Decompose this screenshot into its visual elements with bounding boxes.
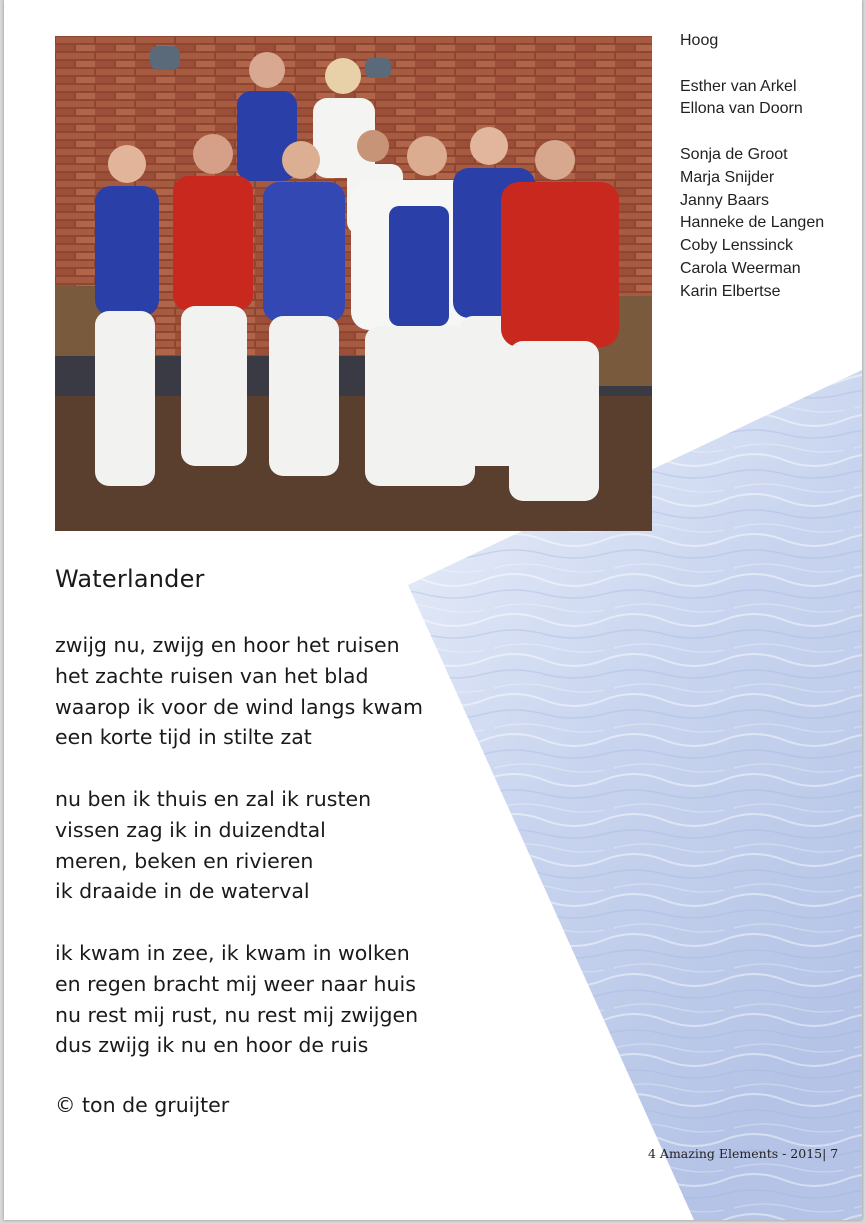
cast-list bbox=[680, 30, 860, 326]
poem-body bbox=[55, 630, 475, 1092]
cast-heading: Hoog bbox=[680, 32, 719, 49]
cast-name: Carola Weerman bbox=[680, 259, 801, 277]
poem-line: ik kwam in zee, ik kwam in wolken bbox=[55, 940, 410, 965]
poem-line: en regen bracht mij weer naar huis bbox=[55, 971, 416, 996]
poem-line: meren, beken en rivieren bbox=[55, 848, 314, 873]
poem-line: waarop ik voor de wind langs kwam bbox=[55, 694, 423, 719]
page-footer: 4 Amazing Elements - 2015| 7 bbox=[648, 1146, 839, 1161]
poem-stanza-2 bbox=[55, 784, 475, 907]
poem-line: een korte tijd in stilte zat bbox=[55, 725, 312, 750]
poem-line: dus zwijg ik nu en hoor de ruis bbox=[55, 1033, 369, 1058]
cast-name: Hanneke de Langen bbox=[680, 214, 825, 232]
poem-line: het zachte ruisen van het blad bbox=[55, 663, 369, 688]
group-photo bbox=[55, 36, 652, 531]
cast-name: Coby Lenssinck bbox=[680, 237, 793, 255]
poem-stanza-3 bbox=[55, 938, 475, 1061]
cast-name: Ellona van Doorn bbox=[680, 100, 803, 118]
poem-copyright: © ton de gruijter bbox=[55, 1093, 230, 1117]
cast-name: Janny Baars bbox=[680, 191, 769, 209]
cast-name: Esther van Arkel bbox=[680, 77, 797, 95]
cast-name: Karin Elbertse bbox=[680, 282, 781, 300]
cast-group-2 bbox=[680, 144, 860, 304]
poem-line: vissen zag ik in duizendtal bbox=[55, 817, 326, 842]
cast-name: Sonja de Groot bbox=[680, 145, 788, 163]
poem-stanza-1 bbox=[55, 630, 475, 753]
poem-line: zwijg nu, zwijg en hoor het ruisen bbox=[55, 633, 400, 657]
cast-group-1 bbox=[680, 76, 860, 122]
document-page bbox=[4, 0, 862, 1220]
poem-line: ik draaide in de waterval bbox=[55, 879, 310, 904]
poem-line: nu rest mij rust, nu rest mij zwijgen bbox=[55, 1002, 419, 1027]
poem-line: nu ben ik thuis en zal ik rusten bbox=[55, 786, 372, 811]
poem-title: Waterlander bbox=[55, 565, 205, 593]
cast-name: Marja Snijder bbox=[680, 168, 775, 186]
